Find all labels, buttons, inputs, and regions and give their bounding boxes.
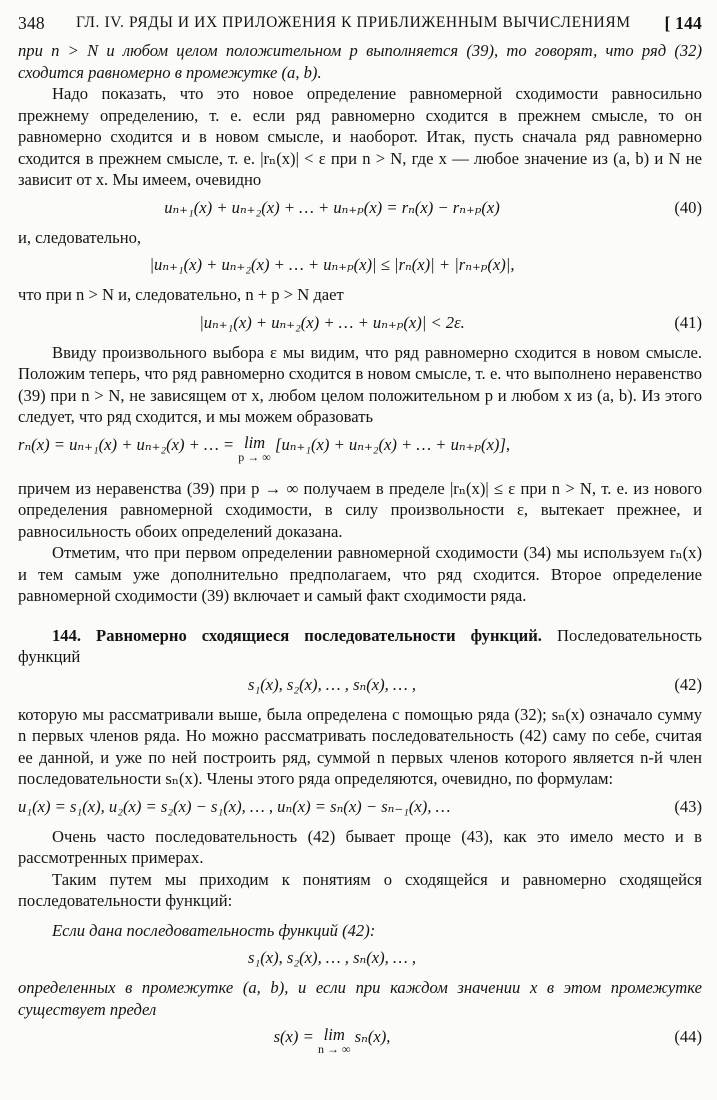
paragraph: Если дана последовательность функций (42): bbox=[52, 920, 376, 940]
paragraph: определенных в промежутке (a, b), и если при каждом значении x в этом промежутке существует предел bbox=[18, 978, 702, 1019]
paragraph: Отметим, что при первом определении равномерной сходимости (34) мы используем rₙ(x) и тем самым уже дополнительно предполагаем, что ряд сходится. Второе определение равномерной сходимости (39) включает и самый факт сходимости ряда. bbox=[18, 543, 702, 605]
limit-word: lim bbox=[243, 432, 266, 452]
equation-remainder bbox=[18, 434, 702, 472]
limit-operator bbox=[318, 1026, 351, 1055]
limit-subscript: p → ∞ bbox=[238, 449, 271, 464]
equation-number: (43) bbox=[674, 796, 702, 816]
equation-body: s₁(x), s₂(x), … , sₙ(x), … , bbox=[247, 948, 417, 967]
equation-body: |uₙ₊₁(x) + uₙ₊₂(x) + … + uₙ₊ₚ(x)| ≤ |rₙ(x)| + |rₙ₊ₚ(x)|, bbox=[149, 255, 515, 274]
equation-42 bbox=[18, 674, 702, 698]
paragraph: Надо показать, что это новое определение равномерной сходимости равносильно прежнему определению, т. е. если ряд равномерно сходится в прежнем смысле, то он равномерно сходится и в новом смысле, и наоборот. Итак, пусть сначала ряд равномерно сходится в прежнем смысле, т. е. |rₙ(x)| < ε при n > N, где x — любое значение из (a, b) и N не зависит от x. Мы имеем, очевидно bbox=[18, 84, 702, 189]
limit-operator bbox=[238, 434, 271, 463]
equation-42-repeat bbox=[18, 947, 702, 971]
equation-right: [uₙ₊₁(x) + uₙ₊₂(x) + … + uₙ₊ₚ(x)], bbox=[275, 434, 511, 454]
paragraph: которую мы рассматривали выше, была определена с помощью ряда (32); sₙ(x) означало сумму n первых членов ряда. Но можно рассматривать последовательность (42) саму по себе, считая ее данной, и уже по ней построить ряд, суммой n первых членов которого является n-й член последовательности sₙ(x). Члены этого ряда определяются, очевидно, по формулам: bbox=[18, 704, 702, 788]
paragraph: Ввиду произвольного выбора ε мы видим, что ряд равномерно сходится в новом смысле. Положим теперь, что ряд равномерно сходится в новом смысле, т. е. что выполнено неравенство (39) при n > N, не зависящем от x, любом целом положительном p и любом x из (a, b). Из этого следует, что ряд сходится, и мы можем образовать bbox=[18, 342, 702, 426]
limit-subscript: n → ∞ bbox=[317, 1042, 351, 1056]
equation-body: s₁(x), s₂(x), … , sₙ(x), … , bbox=[247, 674, 417, 694]
paragraph: Очень часто последовательность (42) бывает проще (43), как это имело место и в рассмотренных примерах. bbox=[18, 826, 702, 867]
text-line: что при n > N и, следовательно, n + p > N дает bbox=[18, 285, 344, 304]
paragraph: Таким путем мы приходим к понятиям о сходящейся и равномерно сходящейся последовательности функций: bbox=[18, 869, 702, 910]
paragraph: причем из неравенства (39) при p → ∞ получаем в пределе |rₙ(x)| ≤ ε при n > N, т. е. из нового определения равномерной сходимости, в силу произвольности ε, вытекает прежнее, и равносильность обоих определений доказана. bbox=[18, 478, 702, 541]
equation-44 bbox=[18, 1026, 702, 1064]
equation-left: s(x) = bbox=[273, 1027, 314, 1046]
running-title: ГЛ. IV. РЯДЫ И ИХ ПРИЛОЖЕНИЯ К ПРИБЛИЖЕННЫМ ВЫЧИСЛЕНИЯМ bbox=[76, 14, 631, 31]
equation-40 bbox=[18, 197, 702, 221]
limit-word: lim bbox=[323, 1025, 345, 1044]
equation-41 bbox=[18, 312, 702, 336]
page-number: 348 bbox=[18, 13, 45, 33]
equation-left: rₙ(x) = uₙ₊₁(x) + uₙ₊₂(x) + … = bbox=[18, 434, 235, 454]
paragraph: при n > N и любом целом положительном p выполняется (39), то говорят, что ряд (32) сходится равномерно в промежутке (a, b). bbox=[18, 41, 702, 82]
equation-body: u₁(x) = s₁(x), u₂(x) = s₂(x) − s₁(x), … , uₙ(x) = sₙ(x) − sₙ₋₁(x), … bbox=[18, 796, 451, 816]
page-body bbox=[18, 40, 702, 1070]
section-marker: [ 144 bbox=[664, 13, 702, 33]
equation-43 bbox=[18, 796, 702, 820]
text-line: и, следовательно, bbox=[18, 227, 142, 247]
section-title: 144. Равномерно сходящиеся последовательности функций. bbox=[52, 625, 542, 645]
equation-abs bbox=[18, 254, 702, 278]
equation-number: (40) bbox=[674, 197, 702, 217]
equation-number: (41) bbox=[674, 312, 702, 332]
equation-body bbox=[18, 1026, 646, 1055]
equation-number: (44) bbox=[674, 1027, 702, 1046]
equation-right: sₙ(x), bbox=[354, 1027, 391, 1046]
equation-body bbox=[18, 434, 694, 463]
section-heading bbox=[18, 625, 702, 668]
section-text: Последовательность функций bbox=[18, 625, 702, 666]
equation-body: |uₙ₊₁(x) + uₙ₊₂(x) + … + uₙ₊ₚ(x)| < 2ε. bbox=[199, 312, 465, 332]
equation-body: uₙ₊₁(x) + uₙ₊₂(x) + … + uₙ₊ₚ(x) = rₙ(x) − rₙ₊ₚ(x) bbox=[164, 197, 500, 217]
equation-number: (42) bbox=[674, 674, 702, 694]
